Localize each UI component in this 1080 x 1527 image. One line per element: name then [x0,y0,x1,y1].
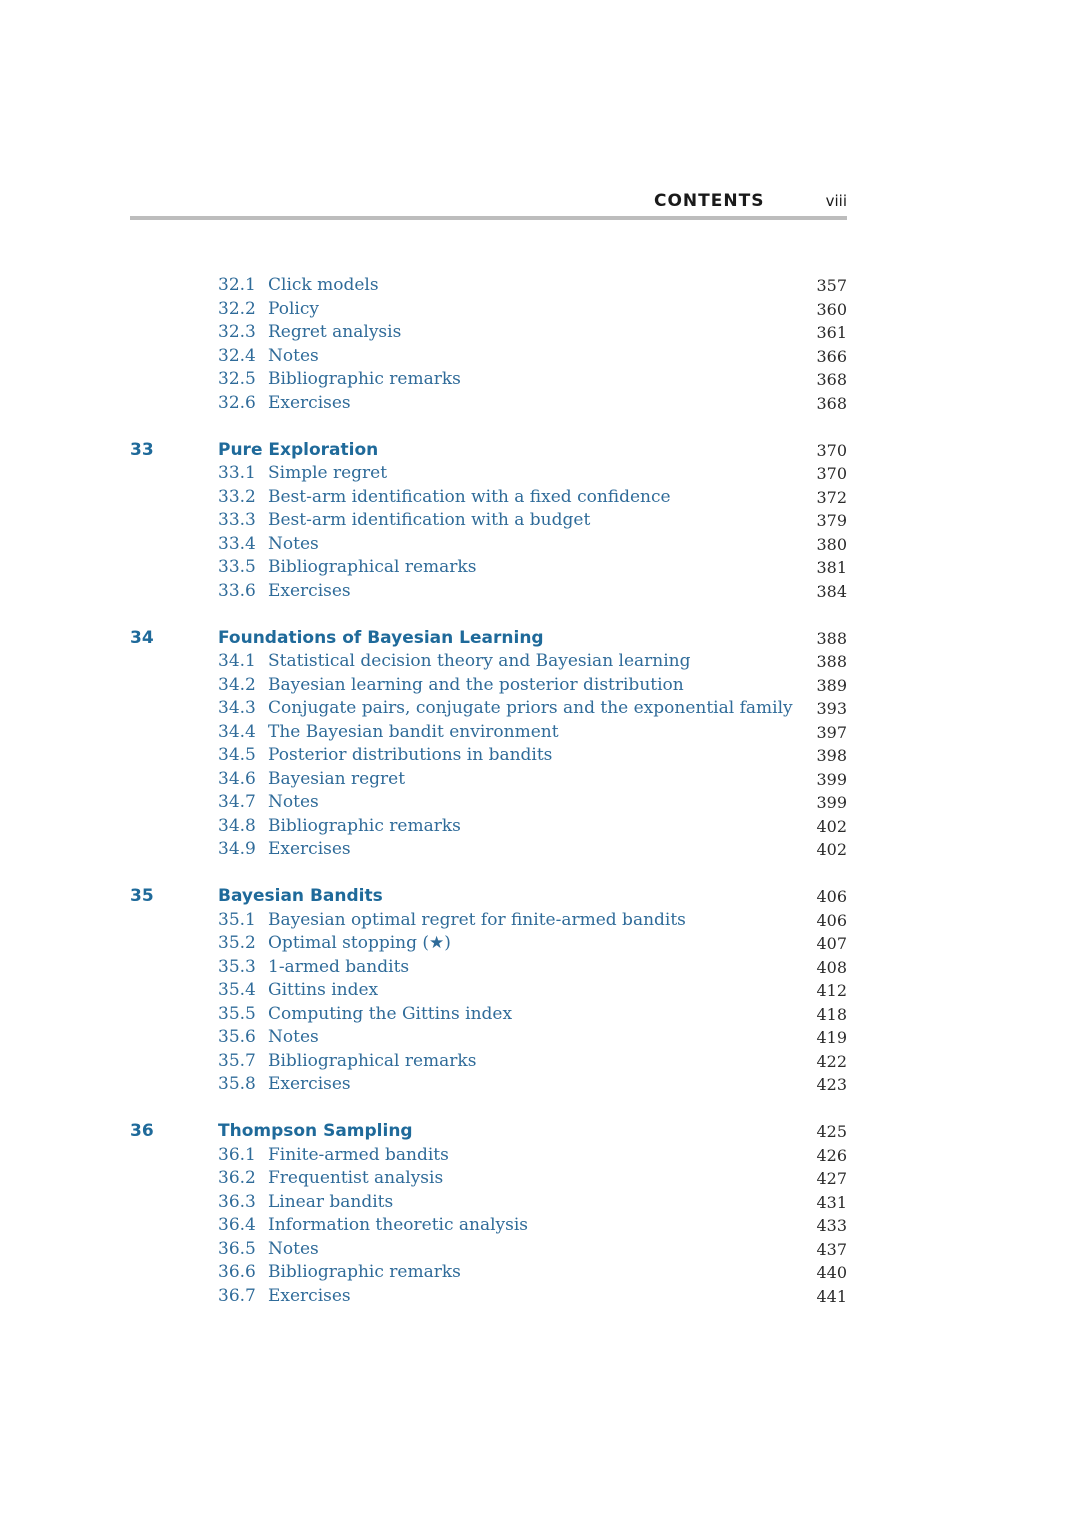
section-title: Notes [268,792,319,812]
section-number: 35.6 [218,1027,256,1047]
section-title: Linear bandits [268,1191,394,1212]
section-page-number: 427 [816,1169,847,1188]
section-page-number: 402 [816,840,847,859]
toc-section-entry[interactable] [0,509,1080,533]
toc-section-entry[interactable] [0,1214,1080,1238]
toc-section-entry[interactable] [0,321,1080,345]
section-number: 35.2 [218,933,256,953]
section-page-number: 437 [816,1239,847,1259]
toc-section-entry[interactable] [0,274,1080,298]
section-number: 35.4 [218,980,256,1000]
header-rule [130,216,847,220]
section-title: Bibliographic remarks [268,1262,461,1282]
section-title: Bibliographical remarks [268,1050,477,1071]
section-title: Bayesian optimal regret for finite-armed bandits [268,909,686,930]
section-page-number: 357 [816,276,847,295]
section-number: 32.5 [218,369,256,389]
section-page-number: 393 [816,699,847,718]
toc-section-entry[interactable] [0,721,1080,745]
section-title: 1-armed bandits [268,956,410,977]
section-number: 35.7 [218,1050,256,1071]
toc-section-entry[interactable] [0,486,1080,510]
section-title: Notes [268,1238,319,1259]
section-page-number: 368 [816,393,847,413]
section-number: 33.1 [218,463,256,483]
section-title: Bibliographic remarks [268,369,461,389]
running-header-page-number: viii [825,192,847,210]
toc-chapter-entry[interactable] [0,1120,1080,1144]
section-page-number: 379 [816,511,847,530]
toc-chapter-block [0,627,1080,862]
section-number: 32.6 [218,392,256,413]
chapter-number: 36 [130,1121,154,1141]
section-page-number: 419 [816,1028,847,1047]
section-title: Regret analysis [268,322,402,342]
toc-section-entry[interactable] [0,674,1080,698]
section-page-number: 370 [816,464,847,483]
toc-section-entry[interactable] [0,838,1080,862]
section-page-number: 441 [816,1286,847,1306]
toc-section-entry[interactable] [0,1238,1080,1262]
section-title: Simple regret [268,463,388,483]
section-page-number: 398 [816,746,847,765]
section-title: Finite-armed bandits [268,1144,449,1165]
section-title: Exercises [268,392,351,413]
toc-section-entry[interactable] [0,932,1080,956]
chapter-title: Bayesian Bandits [218,886,383,906]
section-title: Click models [268,275,379,295]
section-page-number: 431 [816,1192,847,1212]
section-page-number: 408 [816,957,847,977]
section-title: Exercises [268,839,351,859]
toc-section-entry[interactable] [0,1191,1080,1215]
section-number: 36.2 [218,1168,256,1188]
section-number: 33.2 [218,486,256,507]
section-number: 34.3 [218,698,256,718]
section-title: Exercises [268,1285,351,1306]
toc-section-entry[interactable] [0,697,1080,721]
section-number: 36.3 [218,1191,256,1212]
section-page-number: 399 [816,793,847,812]
section-title: Exercises [268,1074,351,1094]
section-number: 35.5 [218,1003,256,1024]
running-header-title: CONTENTS [654,191,765,211]
chapter-page-number: 425 [816,1122,847,1141]
section-number: 32.1 [218,275,256,295]
section-number: 32.2 [218,298,256,319]
section-title: Conjugate pairs, conjugate priors and the exponential family [268,698,793,718]
section-title: Bibliographic remarks [268,815,461,836]
section-title: Frequentist analysis [268,1168,444,1188]
toc-section-entry[interactable] [0,650,1080,674]
section-number: 36.4 [218,1215,256,1235]
section-number: 33.5 [218,557,256,577]
toc-section-entry[interactable] [0,1073,1080,1097]
section-number: 34.2 [218,674,256,695]
toc-section-entry[interactable] [0,979,1080,1003]
toc-section-entry[interactable] [0,345,1080,369]
section-number: 34.8 [218,815,256,836]
section-title: Exercises [268,580,351,601]
toc-section-entry[interactable] [0,580,1080,604]
chapter-page-number: 388 [816,628,847,648]
section-number: 34.4 [218,721,256,742]
section-page-number: 407 [816,934,847,953]
section-title: Notes [268,533,319,554]
section-page-number: 406 [816,910,847,930]
section-title: Bayesian learning and the posterior distribution [268,674,684,695]
section-title: Computing the Gittins index [268,1003,513,1024]
section-number: 36.5 [218,1238,256,1259]
section-page-number: 388 [816,652,847,671]
section-title: Information theoretic analysis [268,1215,529,1235]
section-page-number: 360 [816,299,847,319]
section-number: 36.6 [218,1262,256,1282]
toc-section-entry[interactable] [0,909,1080,933]
section-title: Optimal stopping (★) [268,933,451,953]
toc-chapter-entry[interactable] [0,627,1080,651]
toc-chapter-entry[interactable] [0,885,1080,909]
section-number: 34.1 [218,651,256,671]
toc-section-entry[interactable] [0,368,1080,392]
section-title: The Bayesian bandit environment [268,721,559,742]
section-page-number: 381 [816,558,847,577]
section-number: 34.5 [218,745,256,765]
section-page-number: 389 [816,675,847,695]
section-page-number: 384 [816,581,847,601]
toc-section-entry[interactable] [0,956,1080,980]
section-number: 32.3 [218,322,256,342]
toc-section-entry[interactable] [0,1261,1080,1285]
section-page-number: 368 [816,370,847,389]
section-number: 34.6 [218,768,256,789]
chapter-page-number: 406 [816,887,847,906]
section-title: Best-arm identification with a fixed confidence [268,486,671,507]
section-number: 34.7 [218,792,256,812]
section-page-number: 433 [816,1216,847,1235]
table-of-contents [0,274,1080,1332]
toc-chapter-entry[interactable] [0,439,1080,463]
section-page-number: 399 [816,769,847,789]
toc-section-entry[interactable] [0,1167,1080,1191]
section-title: Notes [268,1027,319,1047]
section-number: 35.1 [218,909,256,930]
toc-section-entry[interactable] [0,1144,1080,1168]
chapter-title: Pure Exploration [218,439,379,460]
section-number: 36.7 [218,1285,256,1306]
chapter-page-number: 370 [816,440,847,460]
toc-section-entry[interactable] [0,392,1080,416]
chapter-number: 35 [130,886,154,906]
section-number: 33.6 [218,580,256,601]
toc-chapter-block [0,439,1080,604]
section-number: 36.1 [218,1144,256,1165]
toc-section-entry[interactable] [0,791,1080,815]
toc-chapter-block [0,1120,1080,1308]
toc-section-entry[interactable] [0,1026,1080,1050]
section-title: Gittins index [268,980,379,1000]
toc-section-entry[interactable] [0,556,1080,580]
toc-section-entry[interactable] [0,298,1080,322]
section-page-number: 423 [816,1075,847,1094]
section-page-number: 366 [816,346,847,366]
section-page-number: 380 [816,534,847,554]
toc-chapter-block [0,274,1080,415]
toc-section-entry[interactable] [0,768,1080,792]
section-page-number: 402 [816,816,847,836]
section-page-number: 372 [816,487,847,507]
toc-section-entry[interactable] [0,815,1080,839]
section-number: 35.8 [218,1074,256,1094]
chapter-number: 34 [130,627,154,648]
section-page-number: 418 [816,1004,847,1024]
section-title: Posterior distributions in bandits [268,745,553,765]
section-title: Best-arm identification with a budget [268,510,591,530]
toc-section-entry[interactable] [0,1285,1080,1309]
section-page-number: 361 [816,323,847,342]
section-page-number: 426 [816,1145,847,1165]
section-page-number: 412 [816,981,847,1000]
section-page-number: 422 [816,1051,847,1071]
chapter-title: Foundations of Bayesian Learning [218,627,544,648]
section-page-number: 397 [816,722,847,742]
toc-section-entry[interactable] [0,1050,1080,1074]
section-number: 33.4 [218,533,256,554]
toc-section-entry[interactable] [0,1003,1080,1027]
toc-chapter-block [0,885,1080,1097]
toc-section-entry[interactable] [0,462,1080,486]
section-number: 35.3 [218,956,256,977]
section-title: Bibliographical remarks [268,557,477,577]
toc-section-entry[interactable] [0,744,1080,768]
section-number: 33.3 [218,510,256,530]
section-title: Policy [268,298,319,319]
section-page-number: 440 [816,1263,847,1282]
chapter-title: Thompson Sampling [218,1121,413,1141]
section-number: 34.9 [218,839,256,859]
section-title: Statistical decision theory and Bayesian learning [268,651,691,671]
section-number: 32.4 [218,345,256,366]
section-title: Notes [268,345,319,366]
section-title: Bayesian regret [268,768,406,789]
toc-section-entry[interactable] [0,533,1080,557]
chapter-number: 33 [130,439,154,460]
